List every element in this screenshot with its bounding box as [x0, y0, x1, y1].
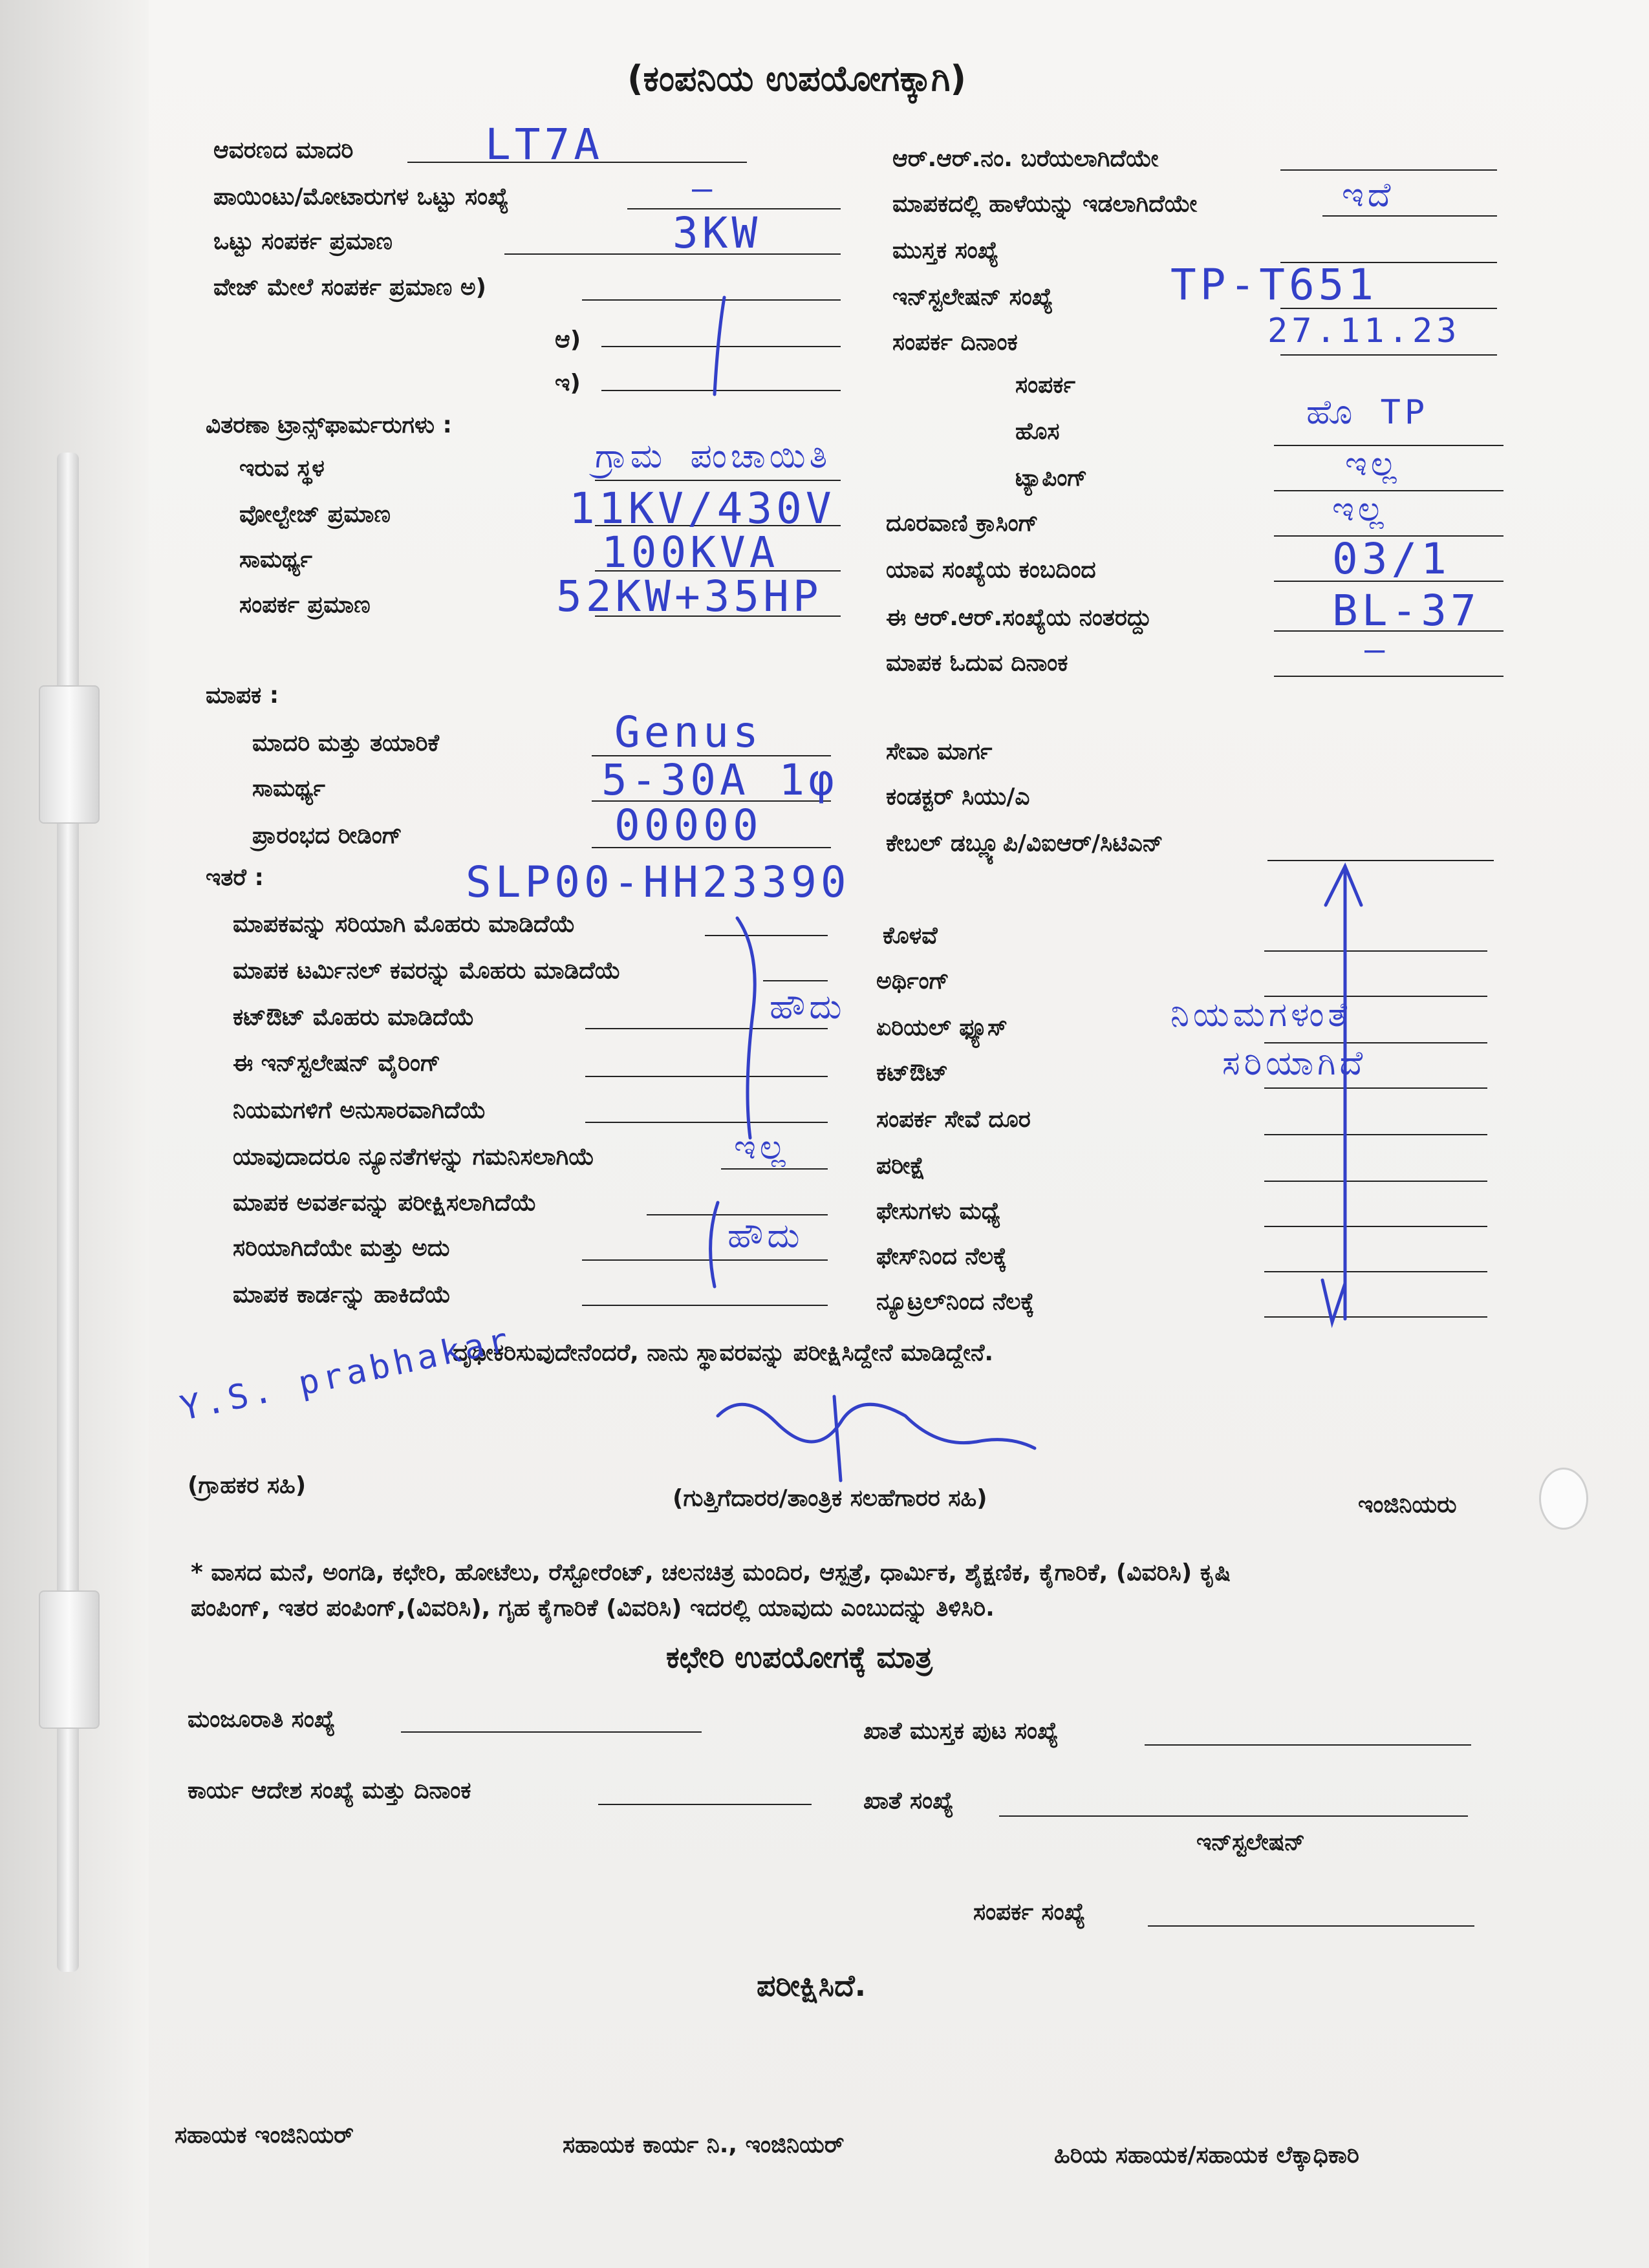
points-count-value: –	[692, 169, 717, 208]
office-use-heading: ಕಛೇರಿ ಉಪಯೋಗಕ್ಕೆ ಮಾತ್ರ	[666, 1640, 932, 1674]
phase-to-earth-label: ಫೇಸ್‌ನಿಂದ ನೆಲಕ್ಕೆ	[876, 1243, 1008, 1270]
transformer-voltage-value: 11KV/430V	[569, 484, 835, 533]
reading-date-value: –	[1364, 630, 1389, 669]
connection-no-label: ಸಂಪರ್ಕ ಸಂಖ್ಯೆ	[973, 1899, 1086, 1925]
sanction-no-label: ಮಂಜೂರಾತಿ ಸಂಖ್ಯೆ	[188, 1706, 336, 1733]
wage-load-b-label: ಆ)	[555, 326, 581, 353]
transformer-location-label: ಇರುವ ಸ್ಥಳ	[239, 455, 325, 482]
transformer-voltage-label: ವೋಲ್ಟೇಜ್ ಪ್ರಮಾಣ	[239, 501, 391, 528]
aerial-fuse-label: ಏರಿಯಲ್ ಫ್ಯೂಸ್	[876, 1014, 1008, 1041]
usage-note-line1: * ವಾಸದ ಮನೆ, ಅಂಗಡಿ, ಕಛೇರಿ, ಹೋಟೆಲು, ರೆಸ್ಟೋರೆಂಟ್, ಚಲನಚಿತ್ರ ಮಂದಿರ, ಆಸ್ಪತ್ರೆ, ಧಾರ್ಮಿಕ, ಶೈಕ್ಷಣಿಕ, ಕೈಗಾರಿಕೆ, (ವಿವರಿಸಿ) ಕೃಷಿ	[191, 1559, 1231, 1586]
service-distance-label: ಸಂಪರ್ಕ ಸೇವೆ ದೂರ	[876, 1106, 1031, 1133]
total-load-label: ಒಟ್ಟು ಸಂಪರ್ಕ ಪ್ರಮಾಣ	[213, 228, 393, 255]
assistant-executive-engineer-label: ಸಹಾಯಕ ಕಾರ್ಯ ನಿ., ಇಂಜಿನಿಯರ್	[563, 2132, 845, 2158]
accounts-officer-label: ಹಿರಿಯ ಸಹಾಯಕ/ಸಹಾಯಕ ಲೆಕ್ಕಾಧಿಕಾರಿ	[1054, 2142, 1359, 2168]
meter-serial-value: SLP00-HH23390	[466, 857, 850, 907]
meter-cycle-label: ಮಾಪಕ ಅವರ್ತವನ್ನು ಪರೀಕ್ಷಿಸಲಾಗಿದೆಯೆ	[233, 1190, 537, 1216]
meter-capacity-value: 5-30A 1φ	[601, 755, 838, 805]
consumer-name-handwriting: Y.S. prabhakar	[177, 1320, 516, 1429]
correct-yes-value: ಹೌದು	[727, 1217, 804, 1256]
connection-date-label: ಸಂಪರ್ಕ ದಿನಾಂಕ	[892, 329, 1018, 356]
premise-type-value: LT7A	[485, 120, 603, 169]
checks-hw-line1: ನಿಯಮಗಳಂತೆ	[1170, 996, 1352, 1034]
ledger-page-line	[1145, 1744, 1471, 1746]
transformer-load-value: 52KW+35HP	[556, 572, 823, 621]
transformers-heading: ವಿತರಣಾ ಟ್ರಾನ್ಸ್‌ಫಾರ್ಮರುಗಳು :	[206, 412, 452, 438]
neutral-to-earth-label: ನ್ಯೂಟ್ರಲ್‌ನಿಂದ ನೆಲಕ್ಕೆ	[876, 1289, 1035, 1315]
initial-reading-value: 00000	[614, 800, 762, 850]
ledger-page-label: ಖಾತೆ ಮುಸ್ತಕ ಪುಟ ಸಂಖ್ಯೆ	[863, 1718, 1059, 1744]
conductor-label: ಕಂಡಕ್ಟರ್ ಸಿಯು/ಎ	[886, 784, 1030, 810]
new-label: ಹೊಸ	[1015, 418, 1060, 445]
service-line-label: ಸೇವಾ ಮಾರ್ಗ	[886, 738, 993, 765]
cable-label: ಕೇಬಲ್ ಡಬ್ಲ್ಯೂಪಿ/ವಿಐಆರ್/ಸಿಟಿಎನ್	[886, 830, 1163, 857]
between-phases-label: ಫೇಸುಗಳು ಮಧ್ಯೆ	[876, 1198, 1001, 1225]
meter-card-label: ಮಾಪಕ ಕಾರ್ಡನ್ನು ಹಾಕಿದೆಯೆ	[233, 1281, 451, 1308]
pole-no-label: ಯಾವ ಸಂಖ್ಯೆಯ ಕಂಬದಿಂದ	[886, 557, 1096, 583]
sanction-no-line	[401, 1731, 702, 1733]
after-rr-label: ಈ ಆರ್.ಆರ್.ಸಂಖ್ಯೆಯ ನಂತರದ್ದು	[886, 604, 1152, 631]
transformer-load-label: ಸಂಪರ್ಕ ಪ್ರಮಾಣ	[239, 592, 371, 618]
wage-load-a-label: ವೇಜ್ ಮೇಲೆ ಸಂಪರ್ಕ ಪ್ರಮಾಣ ಅ)	[213, 274, 487, 301]
meter-heading: ಮಾಪಕ :	[206, 682, 279, 709]
defects-value: ಇಲ್ಲ	[734, 1128, 790, 1167]
cutout-sealed-label: ಕಟ್‌ಔಟ್ ಮೊಹರು ಮಾಡಿದೆಯೆ	[233, 1004, 475, 1031]
points-count-label: ಪಾಯಿಂಟು/ಮೋಟಾರುಗಳ ಒಟ್ಟು ಸಂಖ್ಯೆ	[213, 184, 509, 210]
installation-label: ಇನ್‌ಸ್ಟಲೇಷನ್	[1196, 1829, 1306, 1856]
account-no-line	[999, 1815, 1468, 1817]
connection-no-line	[1148, 1925, 1474, 1927]
telephone-crossing-label: ದೂರವಾಣಿ ಕ್ರಾಸಿಂಗ್	[886, 510, 1039, 537]
declaration-text: ದೃಢೀಕರಿಸುವುದೇನೆಂದರೆ, ನಾನು ಸ್ಥಾವರವನ್ನು ಪರೀಕ್ಷಿಸಿದ್ದೇನೆ ಮಾಡಿದ್ದೇನೆ.	[453, 1340, 994, 1366]
meter-capacity-label: ಸಾಮರ್ಥ್ಯ	[252, 775, 325, 802]
connection-label: ಸಂಪರ್ಕ	[1015, 372, 1075, 398]
meter-sheet-value: ಇದೆ	[1342, 176, 1395, 215]
initial-reading-label: ಪ್ರಾರಂಭದ ರೀಡಿಂಗ್	[252, 822, 402, 849]
pipe-label: ಕೊಳವೆ	[883, 923, 938, 949]
terminal-cover-label: ಮಾಪಕ ಟರ್ಮಿನಲ್ ಕವರನ್ನು ಮೊಹರು ಮಾಡಿದೆಯೆ	[233, 957, 621, 984]
premise-type-label: ಆವರಣದ ಮಾದರಿ	[213, 137, 354, 164]
reading-date-label: ಮಾಪಕ ಓದುವ ದಿನಾಂಕ	[886, 650, 1068, 676]
transformer-capacity-label: ಸಾಮರ್ಥ್ಯ	[239, 546, 312, 573]
cutout-label: ಕಟ್‌ಔಟ್	[876, 1060, 949, 1086]
tapping-value: ಇಲ್ಲ	[1345, 445, 1401, 484]
rr-written-label: ಆರ್.ಆರ್.ನಂ. ಬರೆಯಲಾಗಿದೆಯೇ	[892, 145, 1159, 172]
transformer-capacity-value: 100KVA	[601, 528, 779, 577]
pole-no-value: 03/1	[1332, 534, 1450, 584]
installation-no-value: TP-T651	[1170, 260, 1378, 310]
work-order-line	[598, 1804, 812, 1805]
correct-and-label: ಸರಿಯಾಗಿದೆಯೇ ಮತ್ತು ಅದು	[233, 1235, 450, 1261]
tapping-label: ಟ್ಯಾಪಿಂಗ್	[1015, 465, 1088, 491]
transformer-location-value: ಗ್ರಾಮ ಪಂಚಾಯಿತಿ	[595, 437, 832, 476]
book-no-label: ಮುಸ್ತಕ ಸಂಖ್ಯೆ	[892, 237, 999, 264]
meter-sheet-label: ಮಾಪಕದಲ್ಲಿ ಹಾಳೆಯನ್ನು ಇಡಲಾಗಿದೆಯೇ	[892, 191, 1198, 217]
installation-no-label: ಇನ್‌ಸ್ಟಲೇಷನ್ ಸಂಖ್ಯೆ	[892, 284, 1053, 310]
test-label: ಪರೀಕ್ಷೆ	[876, 1153, 925, 1179]
telephone-crossing-value: ಇಲ್ಲ	[1332, 490, 1388, 529]
meter-sealed-label: ಮಾಪಕವನ್ನು ಸರಿಯಾಗಿ ಮೊಹರು ಮಾಡಿದೆಯೆ	[233, 911, 576, 937]
connection-date-value: 27.11.23	[1267, 312, 1461, 350]
assistant-engineer-label: ಸಹಾಯಕ ಇಂಜಿನಿಯರ್	[175, 2122, 354, 2148]
sealed-yes-value: ಹೌದು	[770, 988, 846, 1027]
verified-heading: ಪರೀಕ್ಷಿಸಿದೆ.	[757, 1968, 867, 2003]
defects-label: ಯಾವುದಾದರೂ ನ್ಯೂನತೆಗಳನ್ನು ಗಮನಿಸಲಾಗಿಯೆ	[233, 1144, 595, 1170]
account-no-label: ಖಾತೆ ಸಂಖ್ಯೆ	[863, 1788, 954, 1814]
meter-make-value: Genus	[614, 707, 762, 757]
wage-load-c-label: ಇ)	[555, 370, 581, 396]
contractor-signature-label: (ಗುತ್ತಿಗೆದಾರರ/ತಾಂತ್ರಿಕ ಸಲಹೆಗಾರರ ಸಹಿ)	[673, 1485, 987, 1512]
earthing-label: ಅರ್ಥಿಂಗ್	[876, 968, 949, 994]
as-per-rules-label: ನಿಯಮಗಳಿಗೆ ಅನುಸಾರವಾಗಿದೆಯೆ	[233, 1097, 486, 1124]
usage-note-line2: ಪಂಪಿಂಗ್, ಇತರ ಪಂಪಿಂಗ್,(ವಿವರಿಸಿ), ಗೃಹ ಕೈಗಾರಿಕೆ (ವಿವರಿಸಿ) ಇದರಲ್ಲಿ ಯಾವುದು ಎಂಬುದನ್ನು ತಿಳಿಸಿರಿ.	[191, 1595, 995, 1621]
wiring-label: ಈ ಇನ್‌ಸ್ಟಲೇಷನ್ ವೈರಿಂಗ್	[233, 1050, 441, 1076]
consumer-signature-label: (ಗ್ರಾಹಕರ ಸಹಿ)	[188, 1472, 307, 1499]
after-rr-value: BL-37	[1332, 586, 1480, 636]
total-load-value: 3KW	[673, 208, 762, 258]
checks-hw-line2: ಸರಿಯಾಗಿದೆ	[1222, 1044, 1367, 1083]
meter-make-label: ಮಾದರಿ ಮತ್ತು ತಯಾರಿಕೆ	[252, 730, 440, 756]
engineer-label: ಇಂಜಿನಿಯರು	[1358, 1492, 1457, 1518]
form-title: (ಕಂಪನಿಯ ಉಪಯೋಗಕ್ಕಾಗಿ)	[627, 58, 967, 99]
work-order-label: ಕಾರ್ಯ ಆದೇಶ ಸಂಖ್ಯೆ ಮತ್ತು ದಿನಾಂಕ	[188, 1777, 471, 1804]
others-heading: ಇತರೆ :	[206, 864, 264, 891]
new-value: ಹೊ TP	[1306, 393, 1429, 432]
